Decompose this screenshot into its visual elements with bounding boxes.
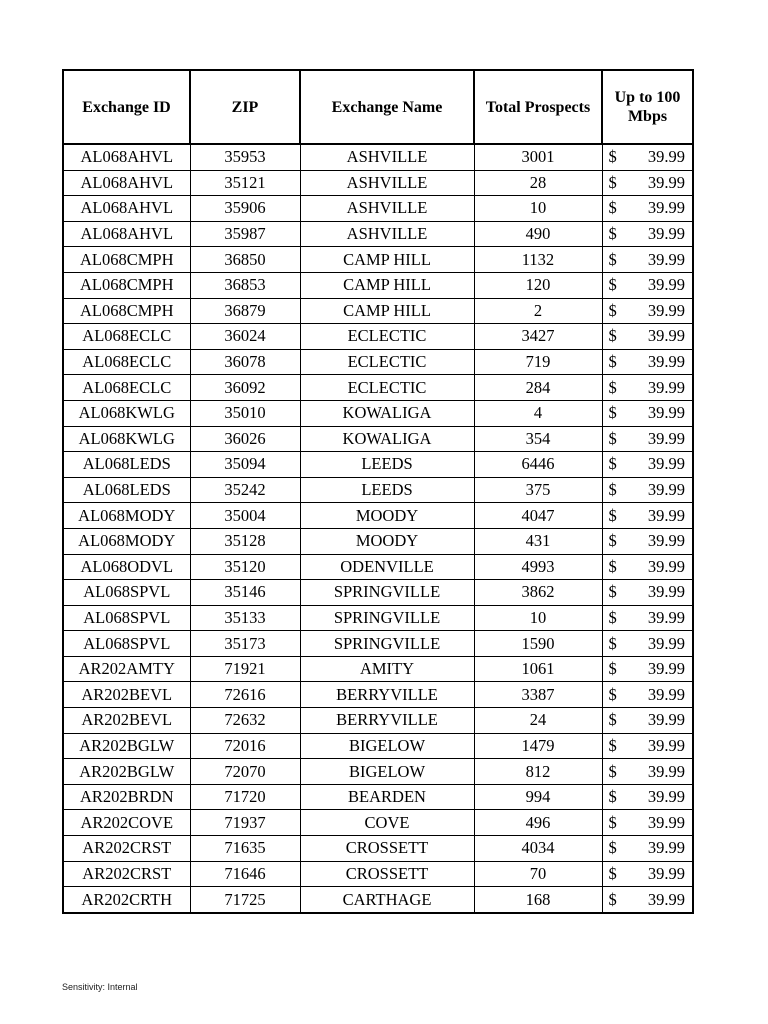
price-amount: 39.99: [647, 787, 685, 807]
table-row: [63, 477, 693, 503]
cell-zip: 35121: [190, 170, 300, 196]
cell-total-prospects: 168: [474, 887, 602, 913]
cell-exchange-id: AL068AHVL: [63, 196, 190, 222]
price-amount: 39.99: [647, 889, 685, 909]
header-speed-tier-line2: Mbps: [627, 108, 668, 125]
cell-exchange-name: ECLECTIC: [300, 349, 474, 375]
table-row: [63, 170, 693, 196]
table-header: [63, 70, 693, 144]
cell-zip: 72070: [190, 759, 300, 785]
currency-symbol: $: [608, 249, 617, 269]
cell-zip: 36078: [190, 349, 300, 375]
cell-exchange-id: AR202CRST: [63, 861, 190, 887]
table-row: [63, 452, 693, 478]
cell-exchange-id: AL068MODY: [63, 503, 190, 529]
cell-price: [602, 836, 693, 862]
table-row: [63, 733, 693, 759]
price-amount: 39.99: [647, 838, 685, 858]
cell-zip: 36092: [190, 375, 300, 401]
cell-price: [602, 426, 693, 452]
cell-total-prospects: 120: [474, 272, 602, 298]
cell-total-prospects: 10: [474, 196, 602, 222]
header-zip: ZIP: [190, 70, 300, 144]
table-row: [63, 708, 693, 734]
cell-total-prospects: 6446: [474, 452, 602, 478]
cell-total-prospects: 3862: [474, 580, 602, 606]
currency-symbol: $: [608, 505, 617, 525]
cell-total-prospects: 719: [474, 349, 602, 375]
price-amount: 39.99: [647, 684, 685, 704]
table-row: [63, 400, 693, 426]
cell-price: [602, 554, 693, 580]
cell-exchange-id: AR202BEVL: [63, 708, 190, 734]
currency-symbol: $: [608, 198, 617, 218]
cell-exchange-id: AL068SPVL: [63, 631, 190, 657]
table-row: [63, 196, 693, 222]
cell-exchange-id: AR202AMTY: [63, 656, 190, 682]
price-amount: 39.99: [647, 352, 685, 372]
currency-symbol: $: [608, 326, 617, 346]
cell-exchange-id: AL068KWLG: [63, 400, 190, 426]
cell-zip: 35128: [190, 528, 300, 554]
table-row: [63, 656, 693, 682]
cell-total-prospects: 28: [474, 170, 602, 196]
price-amount: 39.99: [647, 812, 685, 832]
cell-zip: 36026: [190, 426, 300, 452]
cell-total-prospects: 1479: [474, 733, 602, 759]
cell-price: [602, 605, 693, 631]
cell-price: [602, 477, 693, 503]
cell-zip: 35146: [190, 580, 300, 606]
sensitivity-label: Sensitivity: Internal: [62, 982, 138, 992]
cell-zip: 35173: [190, 631, 300, 657]
cell-price: [602, 861, 693, 887]
price-amount: 39.99: [647, 377, 685, 397]
header-row: [63, 70, 693, 144]
cell-total-prospects: 4993: [474, 554, 602, 580]
cell-exchange-name: BERRYVILLE: [300, 708, 474, 734]
cell-exchange-name: BERRYVILLE: [300, 682, 474, 708]
cell-total-prospects: 354: [474, 426, 602, 452]
cell-exchange-name: ECLECTIC: [300, 324, 474, 350]
table-row: [63, 221, 693, 247]
cell-price: [602, 144, 693, 170]
table-row: [63, 503, 693, 529]
price-amount: 39.99: [647, 863, 685, 883]
cell-price: [602, 298, 693, 324]
cell-exchange-id: AL068AHVL: [63, 221, 190, 247]
cell-total-prospects: 4: [474, 400, 602, 426]
cell-exchange-name: BEARDEN: [300, 784, 474, 810]
currency-symbol: $: [608, 172, 617, 192]
price-amount: 39.99: [647, 505, 685, 525]
document-page: [62, 69, 692, 914]
currency-symbol: $: [608, 863, 617, 883]
cell-exchange-name: ASHVILLE: [300, 196, 474, 222]
cell-total-prospects: 1061: [474, 656, 602, 682]
table-row: [63, 759, 693, 785]
cell-zip: 35094: [190, 452, 300, 478]
price-amount: 39.99: [647, 582, 685, 602]
cell-zip: 36850: [190, 247, 300, 273]
cell-exchange-id: AL068CMPH: [63, 298, 190, 324]
cell-zip: 35987: [190, 221, 300, 247]
cell-exchange-id: AL068LEDS: [63, 452, 190, 478]
price-amount: 39.99: [647, 710, 685, 730]
cell-exchange-name: CAMP HILL: [300, 272, 474, 298]
cell-exchange-name: AMITY: [300, 656, 474, 682]
currency-symbol: $: [608, 659, 617, 679]
currency-symbol: $: [608, 275, 617, 295]
table-row: [63, 528, 693, 554]
cell-exchange-name: CAMP HILL: [300, 247, 474, 273]
cell-exchange-id: AL068SPVL: [63, 580, 190, 606]
table-row: [63, 426, 693, 452]
cell-exchange-id: AL068AHVL: [63, 144, 190, 170]
cell-price: [602, 196, 693, 222]
cell-exchange-name: CARTHAGE: [300, 887, 474, 913]
cell-price: [602, 887, 693, 913]
cell-zip: 35242: [190, 477, 300, 503]
table-row: [63, 887, 693, 913]
cell-price: [602, 170, 693, 196]
cell-exchange-name: LEEDS: [300, 477, 474, 503]
cell-price: [602, 759, 693, 785]
cell-total-prospects: 3387: [474, 682, 602, 708]
cell-zip: 72616: [190, 682, 300, 708]
cell-price: [602, 400, 693, 426]
table-row: [63, 554, 693, 580]
cell-zip: 36879: [190, 298, 300, 324]
cell-total-prospects: 3001: [474, 144, 602, 170]
header-total-prospects: Total Prospects: [474, 70, 602, 144]
cell-exchange-id: AL068SPVL: [63, 605, 190, 631]
currency-symbol: $: [608, 812, 617, 832]
cell-exchange-name: BIGELOW: [300, 733, 474, 759]
cell-zip: 35906: [190, 196, 300, 222]
cell-exchange-name: COVE: [300, 810, 474, 836]
cell-exchange-name: ASHVILLE: [300, 144, 474, 170]
cell-price: [602, 452, 693, 478]
cell-price: [602, 247, 693, 273]
cell-zip: 36853: [190, 272, 300, 298]
cell-exchange-id: AL068MODY: [63, 528, 190, 554]
table-row: [63, 836, 693, 862]
cell-zip: 71921: [190, 656, 300, 682]
cell-price: [602, 349, 693, 375]
cell-exchange-id: AR202BRDN: [63, 784, 190, 810]
price-amount: 39.99: [647, 224, 685, 244]
cell-exchange-name: KOWALIGA: [300, 426, 474, 452]
cell-exchange-name: ODENVILLE: [300, 554, 474, 580]
price-amount: 39.99: [647, 428, 685, 448]
currency-symbol: $: [608, 428, 617, 448]
cell-zip: 35010: [190, 400, 300, 426]
table-row: [63, 144, 693, 170]
currency-symbol: $: [608, 710, 617, 730]
cell-price: [602, 784, 693, 810]
price-amount: 39.99: [647, 403, 685, 423]
cell-price: [602, 503, 693, 529]
cell-total-prospects: 375: [474, 477, 602, 503]
table-row: [63, 631, 693, 657]
cell-exchange-id: AL068ODVL: [63, 554, 190, 580]
table-row: [63, 784, 693, 810]
table-row: [63, 272, 693, 298]
cell-price: [602, 708, 693, 734]
currency-symbol: $: [608, 300, 617, 320]
table-row: [63, 349, 693, 375]
cell-zip: 35004: [190, 503, 300, 529]
cell-exchange-id: AR202COVE: [63, 810, 190, 836]
currency-symbol: $: [608, 607, 617, 627]
currency-symbol: $: [608, 889, 617, 909]
cell-exchange-id: AR202BEVL: [63, 682, 190, 708]
cell-exchange-name: ECLECTIC: [300, 375, 474, 401]
cell-total-prospects: 4047: [474, 503, 602, 529]
cell-price: [602, 375, 693, 401]
exchange-pricing-table: [62, 69, 694, 914]
currency-symbol: $: [608, 556, 617, 576]
cell-exchange-id: AL068KWLG: [63, 426, 190, 452]
table-row: [63, 810, 693, 836]
cell-zip: 71725: [190, 887, 300, 913]
table-row: [63, 861, 693, 887]
cell-price: [602, 733, 693, 759]
price-amount: 39.99: [647, 147, 685, 167]
cell-zip: 71720: [190, 784, 300, 810]
cell-exchange-name: CROSSETT: [300, 861, 474, 887]
cell-zip: 72016: [190, 733, 300, 759]
table-row: [63, 580, 693, 606]
currency-symbol: $: [608, 147, 617, 167]
price-amount: 39.99: [647, 326, 685, 346]
price-amount: 39.99: [647, 172, 685, 192]
currency-symbol: $: [608, 761, 617, 781]
table-row: [63, 375, 693, 401]
cell-exchange-name: MOODY: [300, 503, 474, 529]
table-body: [63, 144, 693, 913]
cell-exchange-name: SPRINGVILLE: [300, 631, 474, 657]
price-amount: 39.99: [647, 480, 685, 500]
cell-exchange-id: AL068ECLC: [63, 375, 190, 401]
header-exchange-id: Exchange ID: [63, 70, 190, 144]
table-row: [63, 324, 693, 350]
price-amount: 39.99: [647, 198, 685, 218]
cell-total-prospects: 4034: [474, 836, 602, 862]
cell-exchange-id: AL068ECLC: [63, 324, 190, 350]
cell-exchange-name: CAMP HILL: [300, 298, 474, 324]
price-amount: 39.99: [647, 556, 685, 576]
cell-price: [602, 528, 693, 554]
cell-price: [602, 272, 693, 298]
cell-zip: 72632: [190, 708, 300, 734]
cell-exchange-name: MOODY: [300, 528, 474, 554]
cell-exchange-id: AL068CMPH: [63, 247, 190, 273]
currency-symbol: $: [608, 582, 617, 602]
price-amount: 39.99: [647, 659, 685, 679]
cell-exchange-id: AR202BGLW: [63, 733, 190, 759]
price-amount: 39.99: [647, 761, 685, 781]
cell-zip: 35953: [190, 144, 300, 170]
currency-symbol: $: [608, 352, 617, 372]
header-exchange-name: Exchange Name: [300, 70, 474, 144]
cell-total-prospects: 284: [474, 375, 602, 401]
cell-exchange-name: SPRINGVILLE: [300, 580, 474, 606]
cell-total-prospects: 496: [474, 810, 602, 836]
cell-total-prospects: 10: [474, 605, 602, 631]
cell-exchange-name: CROSSETT: [300, 836, 474, 862]
cell-total-prospects: 70: [474, 861, 602, 887]
table-row: [63, 298, 693, 324]
cell-total-prospects: 24: [474, 708, 602, 734]
cell-total-prospects: 812: [474, 759, 602, 785]
cell-exchange-id: AR202BGLW: [63, 759, 190, 785]
header-speed-tier-line1: Up to 100: [614, 89, 681, 106]
cell-exchange-id: AL068ECLC: [63, 349, 190, 375]
table-row: [63, 605, 693, 631]
cell-zip: 71635: [190, 836, 300, 862]
cell-total-prospects: 1590: [474, 631, 602, 657]
currency-symbol: $: [608, 633, 617, 653]
price-amount: 39.99: [647, 454, 685, 474]
cell-price: [602, 682, 693, 708]
cell-price: [602, 324, 693, 350]
cell-exchange-name: ASHVILLE: [300, 170, 474, 196]
price-amount: 39.99: [647, 607, 685, 627]
cell-price: [602, 631, 693, 657]
price-amount: 39.99: [647, 735, 685, 755]
cell-exchange-id: AL068AHVL: [63, 170, 190, 196]
cell-price: [602, 580, 693, 606]
cell-total-prospects: 490: [474, 221, 602, 247]
price-amount: 39.99: [647, 249, 685, 269]
currency-symbol: $: [608, 377, 617, 397]
cell-exchange-name: LEEDS: [300, 452, 474, 478]
cell-exchange-name: BIGELOW: [300, 759, 474, 785]
cell-total-prospects: 1132: [474, 247, 602, 273]
header-speed-tier: [602, 70, 693, 144]
cell-zip: 71646: [190, 861, 300, 887]
cell-exchange-id: AR202CRST: [63, 836, 190, 862]
price-amount: 39.99: [647, 275, 685, 295]
cell-exchange-id: AR202CRTH: [63, 887, 190, 913]
currency-symbol: $: [608, 403, 617, 423]
cell-total-prospects: 994: [474, 784, 602, 810]
cell-zip: 36024: [190, 324, 300, 350]
cell-price: [602, 810, 693, 836]
currency-symbol: $: [608, 684, 617, 704]
cell-zip: 35120: [190, 554, 300, 580]
cell-exchange-name: KOWALIGA: [300, 400, 474, 426]
cell-exchange-name: ASHVILLE: [300, 221, 474, 247]
table-row: [63, 682, 693, 708]
currency-symbol: $: [608, 787, 617, 807]
cell-total-prospects: 431: [474, 528, 602, 554]
cell-exchange-id: AL068LEDS: [63, 477, 190, 503]
currency-symbol: $: [608, 531, 617, 551]
cell-price: [602, 656, 693, 682]
cell-total-prospects: 3427: [474, 324, 602, 350]
price-amount: 39.99: [647, 531, 685, 551]
currency-symbol: $: [608, 480, 617, 500]
cell-price: [602, 221, 693, 247]
cell-exchange-name: SPRINGVILLE: [300, 605, 474, 631]
table-row: [63, 247, 693, 273]
currency-symbol: $: [608, 735, 617, 755]
currency-symbol: $: [608, 454, 617, 474]
currency-symbol: $: [608, 838, 617, 858]
cell-exchange-id: AL068CMPH: [63, 272, 190, 298]
currency-symbol: $: [608, 224, 617, 244]
price-amount: 39.99: [647, 300, 685, 320]
cell-total-prospects: 2: [474, 298, 602, 324]
cell-zip: 35133: [190, 605, 300, 631]
price-amount: 39.99: [647, 633, 685, 653]
cell-zip: 71937: [190, 810, 300, 836]
